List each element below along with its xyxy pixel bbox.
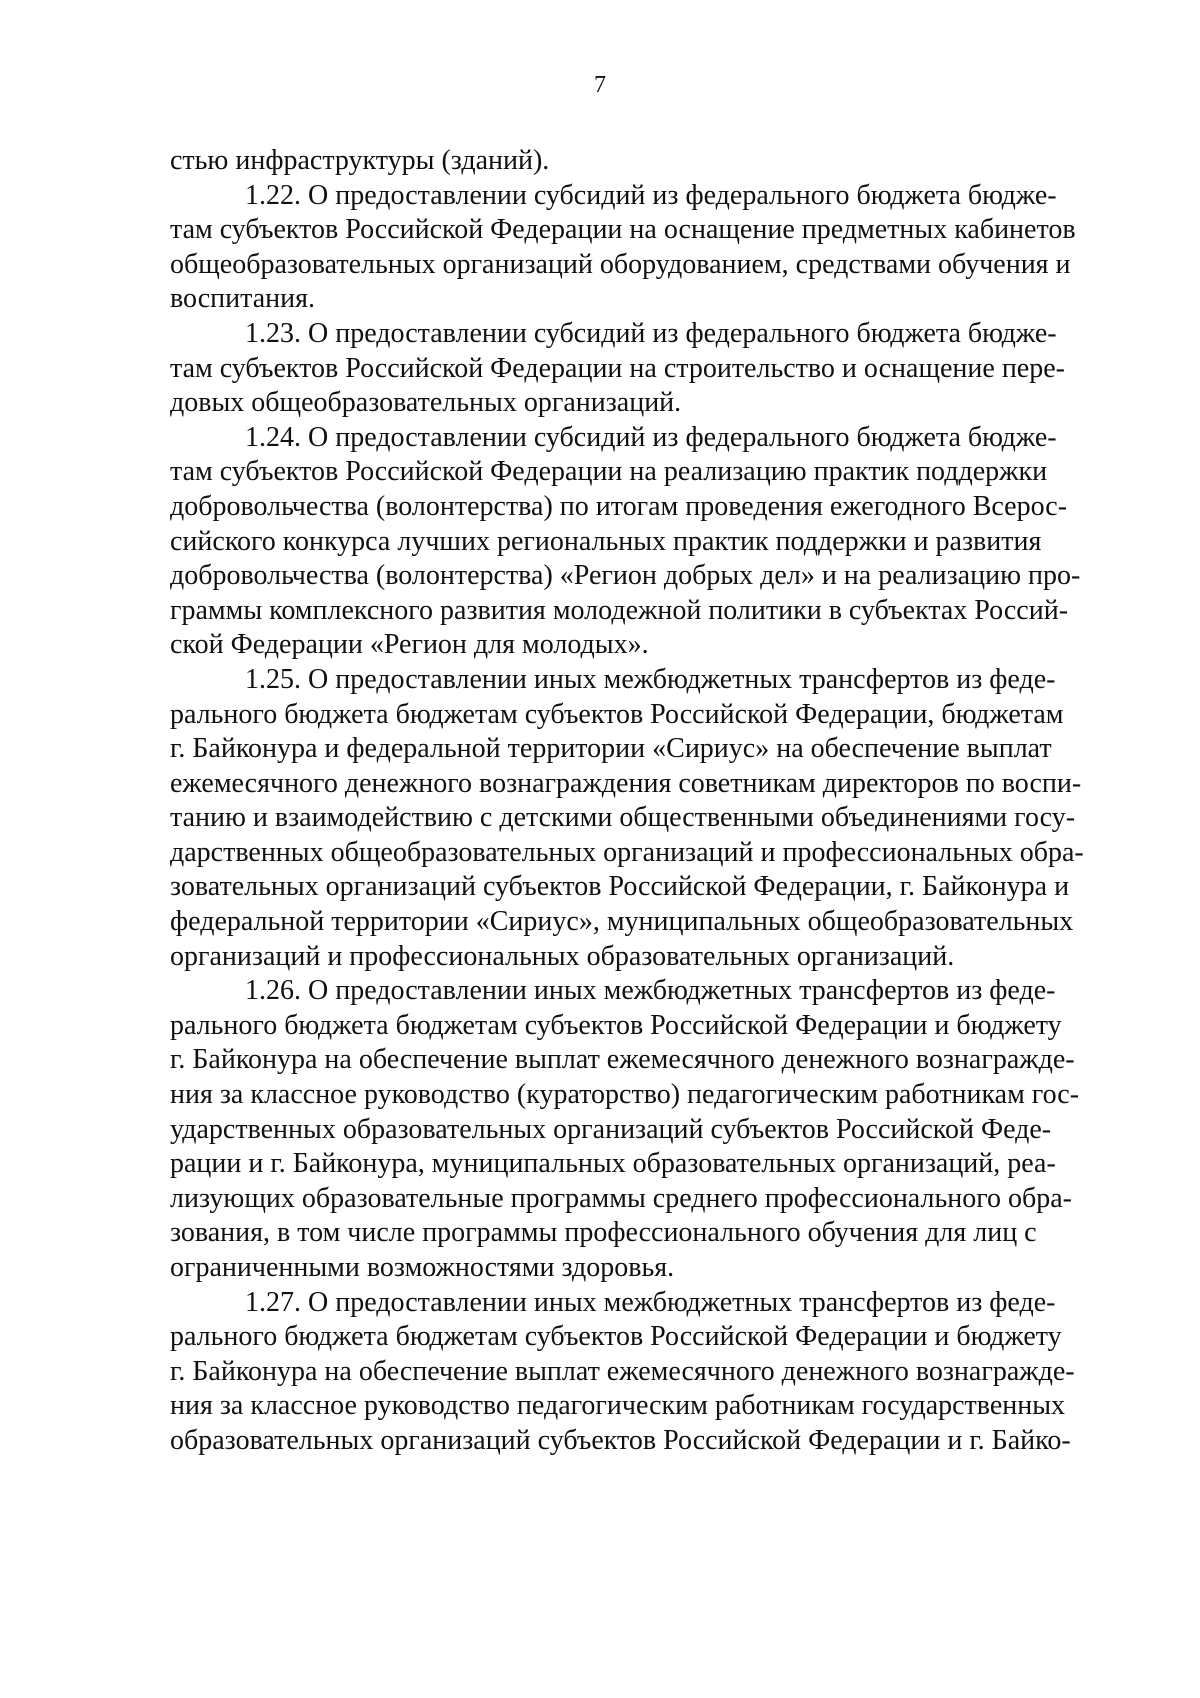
- paragraph-1-23: 1.23. О предоставлении субсидий из федерального бюджета бюдже- там субъектов Российской Федерации на строительство и оснащение пере- довых общеобразовательных организаций.: [170, 317, 1065, 419]
- paragraph-1-24: 1.24. О предоставлении субсидий из федерального бюджета бюдже- там субъектов Российской Федерации на реализацию практик поддержки добровольчества (волонтерства) по итогам проведения ежегодного Всерос- сийского конкурса лучших региональных практик поддержки и развития добровольчества (волонтерства) «Регион добрых дел» и на реализацию про- граммы комплексного развития молодежной политики в субъектах Россий- ской Федерации «Регион для молодых».: [170, 421, 1081, 661]
- paragraph-1-27: 1.27. О предоставлении иных межбюджетных трансфертов из феде- рального бюджета бюджетам субъектов Российской Федерации и бюджету г. Байконура на обеспечение выплат ежемесячного денежного вознагражде- ния за классное руководство педагогическим работникам государственных образовательных организаций субъектов Российской Федерации и г. Байко-: [170, 1286, 1075, 1456]
- paragraph-1-26: 1.26. О предоставлении иных межбюджетных трансфертов из феде- рального бюджета бюджетам субъектов Российской Федерации и бюджету г. Байконура на обеспечение выплат ежемесячного денежного вознагражде- ния за классное руководство (кураторство) педагогическим работникам гос- ударственных образовательных организаций субъектов Российской Феде- рации и г. Байконура, муниципальных образовательных организаций, реа- лизующих образовательные программы среднего профессионального обра- зования, в том числе программы профессионального обучения для лиц с ограниченными возможностями здоровья.: [170, 975, 1080, 1283]
- paragraph-continuation: стью инфраструктуры (зданий).: [170, 145, 550, 176]
- paragraph-1-25: 1.25. О предоставлении иных межбюджетных трансфертов из феде- рального бюджета бюджетам субъектов Российской Федерации, бюджетам г. Байконура и федеральной территории «Сириус» на обеспечение выплат ежемесячного денежного вознаграждения советникам директоров по воспи- танию и взаимодействию с детскими общественными объединениями госу- дарственных общеобразовательных организаций и профессиональных обра- зовательных организаций субъектов Российской Федерации, г. Байконура и федеральной территории «Сириус», муниципальных общеобразовательных организаций и профессиональных образовательных организаций.: [170, 663, 1084, 972]
- document-body: [170, 144, 1094, 1459]
- page-number: 7: [594, 72, 606, 98]
- paragraph-1-22: 1.22. О предоставлении субсидий из федерального бюджета бюдже- там субъектов Российской Федерации на оснащение предметных кабинетов общеобразовательных организаций оборудованием, средствами обучения и воспитания.: [170, 179, 1076, 315]
